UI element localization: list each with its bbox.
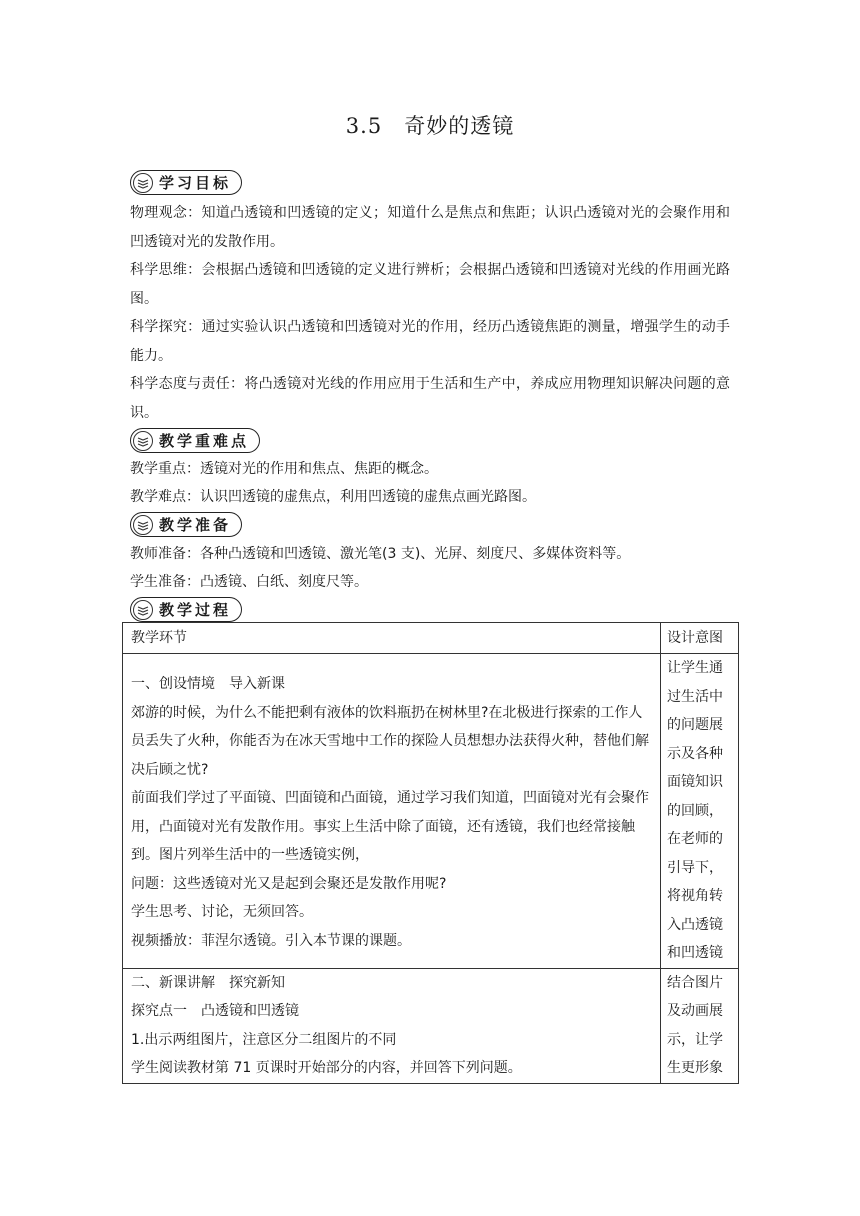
process-table (122, 622, 739, 1084)
goal-physics: 物理观念：知道凸透镜和凹透镜的定义；知道什么是焦点和焦距；认识凸透镜对光的会聚作用和凹透镜对光的发散作用。 (130, 205, 730, 250)
book-icon (133, 600, 153, 620)
section-number: 3.5 (345, 114, 383, 138)
row1-text: 郊游的时候，为什么不能把剩有液体的饮料瓶扔在树林里?在北极进行探索的工作人员丢失了火种，你能否为在冰天雪地中工作的探险人员想想办法获得火种，替他们解决后顾之忧? (131, 704, 649, 778)
row1-text: 视频播放：菲涅尔透镜。引入本节课的课题。 (131, 932, 411, 949)
row2-intent: 结合图片及动画展示，让学生更形象 (661, 968, 739, 1083)
row2-text: 1.出示两组图片，注意区分二组图片的不同 (131, 1031, 397, 1048)
process-heading: 教学过程 (130, 597, 242, 622)
table-row (123, 654, 739, 969)
header-stage: 教学环节 (123, 623, 661, 654)
table-header-row (123, 623, 739, 654)
prep-student: 学生准备：凸透镜、白纸、刻度尺等。 (130, 574, 368, 590)
row1-text: 前面我们学过了平面镜、凹面镜和凸面镜，通过学习我们知道，凹面镜对光有会聚作用，凸面镜对光有发散作用。事实上生活中除了面镜，还有透镜，我们也经常接触到。图片列举生活中的一些透镜实例， (131, 790, 649, 863)
section-title: 奇妙的透镜 (404, 114, 515, 138)
keypoints-heading: 教学重难点 (130, 428, 260, 453)
book-icon (133, 431, 153, 451)
page-title (0, 110, 860, 140)
keypoint-focus: 教学重点：透镜对光的作用和焦点、焦距的概念。 (130, 461, 438, 477)
goals-heading: 学习目标 (130, 170, 242, 195)
book-icon (133, 515, 153, 535)
row1-text: 问题：这些透镜对光又是起到会聚还是发散作用呢? (131, 875, 447, 892)
prep-teacher: 教师准备：各种凸透镜和凹透镜、激光笔(3 支)、光屏、刻度尺、多媒体资料等。 (130, 546, 631, 562)
prep-heading: 教学准备 (130, 512, 242, 537)
goal-inquiry: 科学探究：通过实验认识凸透镜和凹透镜对光的作用，经历凸透镜焦距的测量，增强学生的动手能力。 (130, 319, 730, 364)
row1-intent: 让学生通过生活中的问题展示及各种面镜知识的回顾，在老师的引导下，将视角转入凸透镜和凹透镜 (661, 654, 739, 969)
keypoint-difficulty: 教学难点：认识凹透镜的虚焦点，利用凹透镜的虚焦点画光路图。 (130, 489, 536, 505)
header-intent: 设计意图 (661, 623, 739, 654)
row1-heading: 一、创设情境 导入新课 (131, 676, 285, 692)
book-icon (133, 173, 153, 193)
goal-attitude: 科学态度与责任：将凸透镜对光线的作用应用于生活和生产中，养成应用物理知识解决问题的意识。 (130, 376, 730, 421)
row2-heading: 二、新课讲解 探究新知 (131, 974, 285, 991)
table-row (123, 968, 739, 1083)
row2-text: 学生阅读教材第 71 页课时开始部分的内容，并回答下列问题。 (131, 1060, 522, 1076)
row1-text: 学生思考、讨论，无须回答。 (131, 904, 313, 920)
row2-text: 探究点一 凸透镜和凹透镜 (131, 1003, 299, 1019)
goal-thinking: 科学思维：会根据凸透镜和凹透镜的定义进行辨析；会根据凸透镜和凹透镜对光线的作用画光路图。 (130, 262, 730, 307)
